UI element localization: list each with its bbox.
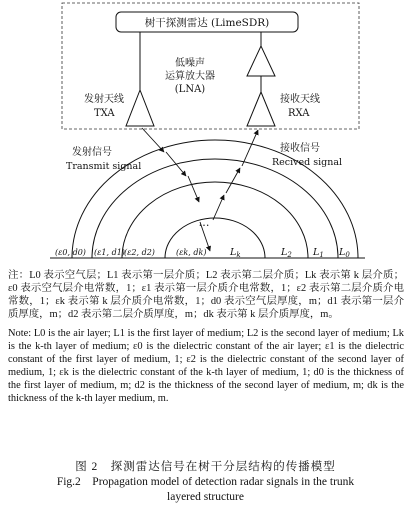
rx-signal-label-cn: 接收信号 [280, 143, 320, 154]
figure-caption-cn: 图 2 探测雷达信号在树干分层结构的传播模型 [75, 461, 336, 473]
lna-label-cn1: 低噪声 [175, 58, 205, 69]
tx-ray-1 [142, 128, 164, 152]
tx-antenna-symbol [126, 90, 154, 126]
tx-ray-3 [188, 176, 199, 202]
layer-label-2: $L_2$ [281, 247, 292, 259]
rx-ray-2 [226, 168, 240, 193]
figure-caption-en-line1: Fig.2 Propagation model of detection radar signals in the trunk [56, 476, 355, 488]
radar-label: 树干探测雷达 (LimeSDR) [144, 17, 270, 29]
layer-boundary-1 [92, 159, 338, 258]
note-english: Note: L0 is the air layer; L1 is the first layer of medium; L2 is the second layer of medium; Lk is the k-th layer of medium; ε0 is the dielectric constant of the air layer; ε1 is the dielectric constant of the first layer of medium, 1; ε2 is the dielectric constant of the second layer of medium, 1; εk is the dielectric constant of the k-th layer of medium, 1; d0 is the thickness of the first layer of medium, m; d2 is the thickness of the second layer of medium, m; dk is the thickness of the k-th layer medium, m. [8, 328, 404, 404]
ray-ellipsis: … [198, 216, 210, 229]
rx-antenna-symbol [247, 92, 275, 126]
lna-label-cn2: 运算放大器 [165, 71, 215, 82]
param-label-k: (εk, dk) [176, 248, 207, 257]
tx-ray-2 [166, 152, 186, 176]
param-label-1: (ε1, d1) [94, 248, 125, 257]
rxa-label-cn: 接收天线 [280, 94, 320, 105]
txa-label-en: TXA [94, 108, 115, 119]
lna-amplifier-symbol [247, 46, 275, 76]
lna-label-en: (LNA) [174, 84, 206, 95]
rxa-label-en: RXA [288, 108, 310, 119]
figure-caption-en-line2: layered structure [167, 491, 244, 503]
layer-label-k: $L_k$ [230, 247, 241, 259]
rx-ray-1 [213, 195, 224, 220]
layer-label-1: $L_1$ [313, 247, 324, 259]
param-label-2: (ε2, d2) [124, 248, 155, 257]
rx-ray-3 [242, 130, 258, 166]
rx-signal-label-en: Recived signal [272, 157, 343, 168]
note-chinese: 注：L0 表示空气层；L1 表示第一层介质；L2 表示第二层介质；Lk 表示第 k 层介质；ε0 表示空气层介电常数，1；ε1 表示第一层介质介电常数，1；ε2 表示第二层介质介电常数，1；εk 表示第 k 层介质介电常数，1；d0 表示空气层厚度，m；d1 表示第一层介质厚度，m；d2 表示第二层介质厚度，m；dk 表示第 k 层介质厚度，m。 [8, 270, 404, 320]
tx-signal-label-en: Transmit signal [66, 161, 142, 172]
txa-label-cn: 发射天线 [84, 94, 124, 105]
figure-caption-en [0, 475, 411, 505]
tx-signal-label-cn: 发射信号 [72, 147, 112, 158]
layer-label-0: $L_0$ [339, 247, 350, 259]
signal-rays [142, 128, 258, 251]
param-label-air: (ε0, d0) [55, 248, 86, 257]
